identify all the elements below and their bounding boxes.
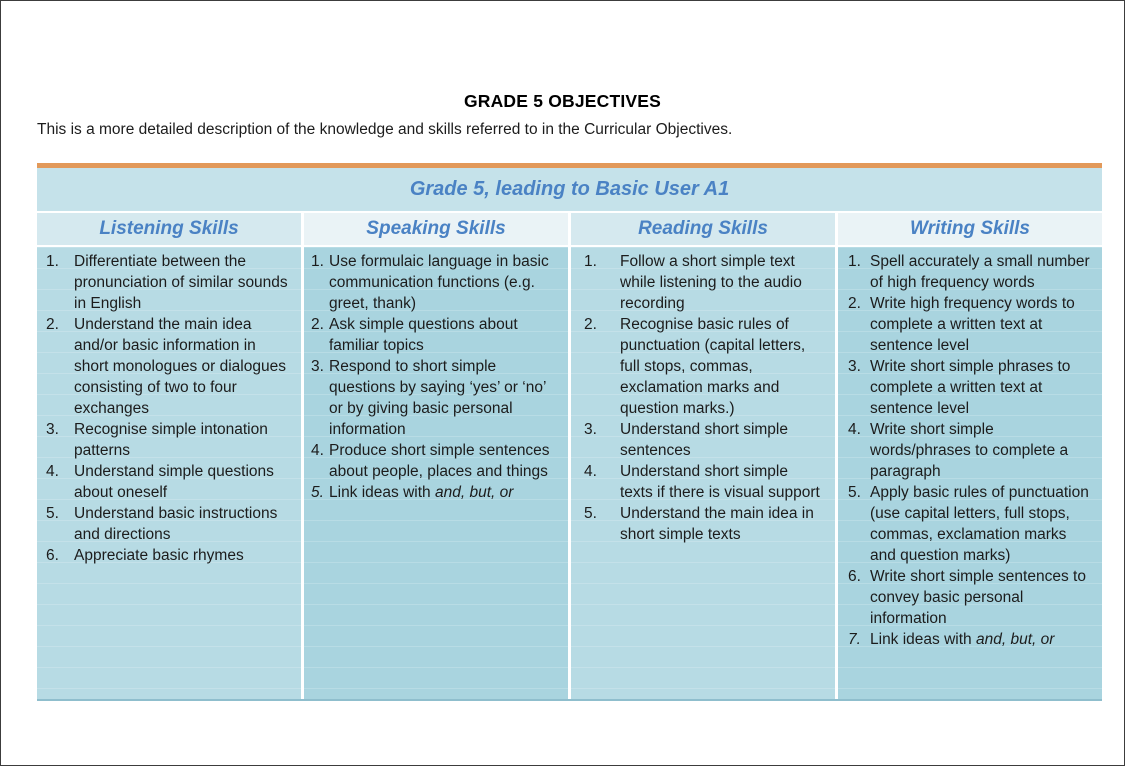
list-item <box>304 356 568 440</box>
item-text: Ask simple questions about familiar topics <box>329 316 518 354</box>
column-writing-skills <box>838 247 1102 699</box>
item-text: Link ideas with and, but, or <box>329 484 514 501</box>
column-listening-skills <box>37 247 301 699</box>
table-bottom-edge <box>37 699 1102 701</box>
list-item <box>838 251 1102 293</box>
item-text: Write high frequency words to complete a written text at sentence level <box>870 295 1075 354</box>
list-item <box>37 419 301 461</box>
item-number: 3. <box>584 421 597 438</box>
item-number: 2. <box>584 316 597 333</box>
list-item <box>304 440 568 482</box>
item-text: Use formulaic language in basic communication functions (e.g. greet, thank) <box>329 253 549 312</box>
item-text: Write short simple sentences to convey basic personal information <box>870 568 1086 627</box>
list-item <box>571 461 835 503</box>
item-number: 1. <box>46 253 59 270</box>
list-item <box>37 461 301 503</box>
item-text: Write short simple words/phrases to complete a paragraph <box>870 421 1069 480</box>
item-number: 5. <box>311 484 324 501</box>
list-item <box>838 419 1102 482</box>
item-number: 2. <box>46 316 59 333</box>
item-text: Apply basic rules of punctuation (use capital letters, full stops, commas, exclamation marks and question marks) <box>870 484 1089 564</box>
page-subtitle: This is a more detailed description of the knowledge and skills referred to in the Curricular Objectives. <box>37 121 733 138</box>
list-item <box>838 293 1102 356</box>
list-item <box>304 482 568 503</box>
item-number: 1. <box>584 253 597 270</box>
item-text: Produce short simple sentences about people, places and things <box>329 442 550 480</box>
item-text: Appreciate basic rhymes <box>74 547 244 564</box>
list-item <box>571 419 835 461</box>
item-number: 3. <box>311 358 324 375</box>
item-text: Recognise basic rules of punctuation (capital letters, full stops, commas, exclamation marks and question marks.) <box>620 316 806 417</box>
item-text: Link ideas with and, but, or <box>870 631 1055 648</box>
item-text: Respond to short simple questions by saying ‘yes’ or ‘no’ or by giving basic personal information <box>329 358 546 438</box>
item-number: 4. <box>848 421 861 438</box>
table-banner: Grade 5, leading to Basic User A1 <box>37 168 1102 211</box>
item-text: Understand short simple texts if there is visual support <box>620 463 820 501</box>
item-number: 5. <box>46 505 59 522</box>
item-text: Understand simple questions about oneself <box>74 463 274 501</box>
column-reading-skills <box>571 247 835 699</box>
item-number: 5. <box>584 505 597 522</box>
item-number: 3. <box>848 358 861 375</box>
item-text: Understand basic instructions and directions <box>74 505 278 543</box>
column-header-listening-skills: Listening Skills <box>37 213 301 245</box>
item-number: 5. <box>848 484 861 501</box>
item-number: 1. <box>848 253 861 270</box>
item-text: Spell accurately a small number of high frequency words <box>870 253 1090 291</box>
list-item <box>571 251 835 314</box>
item-text: Write short simple phrases to complete a written text at sentence level <box>870 358 1071 417</box>
item-number: 7. <box>848 631 861 648</box>
item-text: Understand the main idea in short simple texts <box>620 505 814 543</box>
item-text: Differentiate between the pronunciation of similar sounds in English <box>74 253 288 312</box>
table-body-row <box>37 247 1102 699</box>
item-text: Recognise simple intonation patterns <box>74 421 268 459</box>
list-item <box>37 503 301 545</box>
item-number: 6. <box>848 568 861 585</box>
list-item <box>838 356 1102 419</box>
column-header-speaking-skills: Speaking Skills <box>304 213 568 245</box>
column-header-reading-skills: Reading Skills <box>571 213 835 245</box>
list-item <box>571 503 835 545</box>
item-number: 4. <box>311 442 324 459</box>
item-number: 6. <box>46 547 59 564</box>
list-item <box>37 314 301 419</box>
table-header-row <box>37 213 1102 245</box>
item-number: 4. <box>584 463 597 480</box>
list-item <box>838 566 1102 629</box>
list-item <box>304 314 568 356</box>
list-item <box>571 314 835 419</box>
item-text: Understand short simple sentences <box>620 421 788 459</box>
list-item <box>838 629 1102 650</box>
item-number: 4. <box>46 463 59 480</box>
column-header-writing-skills: Writing Skills <box>838 213 1102 245</box>
item-number: 1. <box>311 253 324 270</box>
list-item <box>37 251 301 314</box>
item-text: Understand the main idea and/or basic information in short monologues or dialogues consisting of two to four exchanges <box>74 316 286 417</box>
page-title: GRADE 5 OBJECTIVES <box>463 91 662 111</box>
item-number: 3. <box>46 421 59 438</box>
list-item <box>838 482 1102 566</box>
item-number: 2. <box>848 295 861 312</box>
objectives-table <box>37 163 1102 701</box>
item-text: Follow a short simple text while listening to the audio recording <box>620 253 802 312</box>
column-speaking-skills <box>304 247 568 699</box>
list-item <box>304 251 568 314</box>
item-number: 2. <box>311 316 324 333</box>
list-item <box>37 545 301 566</box>
